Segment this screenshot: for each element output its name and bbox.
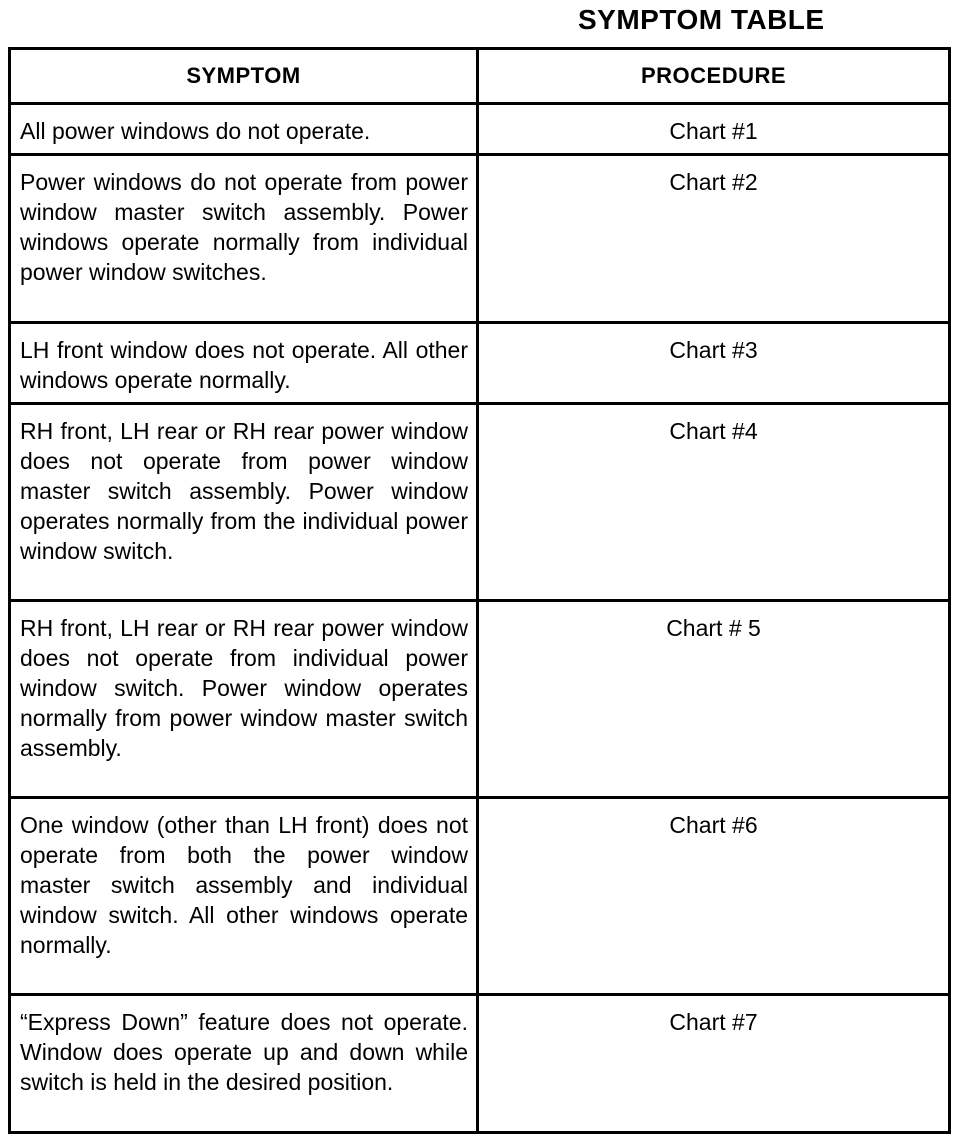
symptom-cell: [10, 995, 478, 1133]
table-row: [10, 601, 950, 798]
symptom-table: [8, 47, 951, 1134]
table-row: [10, 798, 950, 995]
symptom-cell: [10, 155, 478, 323]
table-row: [10, 404, 950, 601]
symptom-cell: [10, 104, 478, 155]
symptom-text: RH front, LH rear or RH rear power window does not operate from individual power window switch. Power window operates normally from power window master switch assembly.: [20, 615, 468, 761]
table-row: [10, 323, 950, 404]
table-row: [10, 155, 950, 323]
procedure-cell: [478, 155, 950, 323]
procedure-cell: [478, 323, 950, 404]
procedure-text: Chart #1: [669, 118, 758, 144]
procedure-cell: [478, 404, 950, 601]
page-title: SYMPTOM TABLE: [578, 4, 825, 35]
symptom-text: Power windows do not operate from power window master switch assembly. Power windows operate normally from individual power window switches.: [20, 169, 468, 285]
symptom-text: All power windows do not operate.: [20, 118, 371, 144]
symptom-text: One window (other than LH front) does not operate from both the power window master switch assembly and individual window switch. All other windows operate normally.: [20, 812, 468, 958]
procedure-text: Chart #2: [669, 169, 758, 195]
symptom-text: LH front window does not operate. All other windows operate normally.: [20, 337, 468, 393]
procedure-cell: [478, 798, 950, 995]
column-header-symptom: SYMPTOM: [10, 49, 478, 104]
table-header-row: [10, 49, 950, 104]
procedure-cell: [478, 104, 950, 155]
symptom-text: RH front, LH rear or RH rear power window does not operate from power window master switch assembly. Power window operates normally from the individual power window switch.: [20, 418, 468, 564]
procedure-cell: [478, 601, 950, 798]
symptom-cell: [10, 798, 478, 995]
symptom-cell: [10, 323, 478, 404]
procedure-text: Chart #6: [669, 812, 758, 838]
procedure-text: Chart # 5: [666, 615, 761, 641]
procedure-text: Chart #3: [669, 337, 758, 363]
symptom-cell: [10, 601, 478, 798]
procedure-text: Chart #7: [669, 1009, 758, 1035]
symptom-text: “Express Down” feature does not operate. Window does operate up and down while switch is held in the desired position.: [20, 1009, 468, 1095]
symptom-cell: [10, 404, 478, 601]
table-row: [10, 104, 950, 155]
procedure-text: Chart #4: [669, 418, 758, 444]
column-header-procedure: PROCEDURE: [478, 49, 950, 104]
table-row: [10, 995, 950, 1133]
procedure-cell: [478, 995, 950, 1133]
